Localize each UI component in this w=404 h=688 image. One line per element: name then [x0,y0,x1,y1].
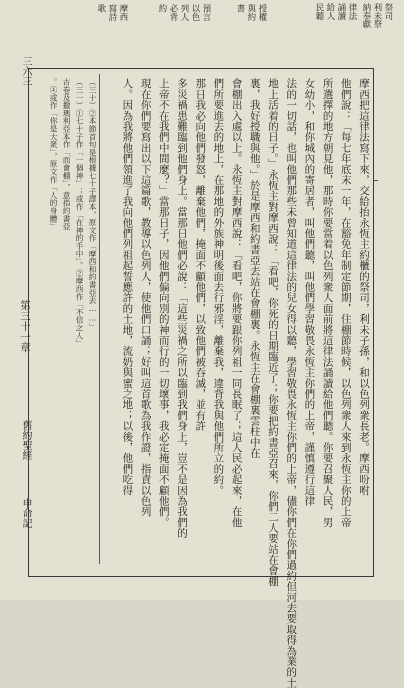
margin-note: 寫詩 [108,4,118,21]
margin-note: 給人 [326,3,336,20]
margin-note: 約 [158,4,168,13]
margin-note: 與約 [247,4,257,21]
text-column: 人。因為我將他們領進了我向他們列祖起誓應許的土地，流奶與蜜之地；以後，他們吃得 [121,78,134,496]
note-divider [99,74,100,564]
margin-note: 摩西 [119,4,129,21]
footnote-column: （三一）①七十子作「一個神」；或作「在神的手中」。②摩西作「不信之人」 [75,78,84,348]
text-column: 們所要進去的地上，在那地的外族神明後面去行邪淫，離棄我，違背我與他們所立的約。 [212,78,225,496]
margin-note: 預言 [202,4,212,21]
frame-notch [374,180,378,181]
margin-note: 祭司 [384,3,394,20]
footnote-column: （三十）②本節首句是根據七十子譯本，原文作「摩西和約書亞去……」 [88,78,97,331]
text-column: 那日我必向他們發怒，離棄他們，掩面不顧他們，以致他們被吞滅，並有許 [194,78,207,432]
text-column: 地上活着的日子。」永恆主對摩西說：「看吧，你死的日期臨近了；你要把約書亞召來，你們二人要站在會棚 [267,78,279,587]
margin-note: 授權 [258,4,268,21]
text-column: 女幼小，和你城內的寄居者，叫他們聽，叫他們學習敬畏永恆主你們的上帝，謹慎遵行這律 [303,78,316,506]
margin-note: 以色 [191,4,201,21]
text-column: 現在你們要寫出以下這篇歌，教導以色列人，使他們口誦；好叫這首歌為我作證，指責以色列 [139,78,152,517]
margin-note: 利未祭 [373,3,383,29]
footnote-column: 古卷及撒瑪利亞本作「而會棚」，意指約書亞 [62,78,71,231]
footer-page-number: 三六三 [20,56,31,86]
margin-note: 納奉獻 [362,3,372,29]
text-column: 裏，我好授職與他。」於是摩西和約書亞去站在會棚裏。永恆主在會棚裏雲柱中在 [248,78,261,458]
footer-book-title: 舊約聖經 [20,420,31,460]
margin-note: 書 [236,4,246,13]
text-column: 摩西把這律法寫下來，交給抬永恆主約櫃的祭司，利未子孫，和以色列衆長老。摩西吩咐 [358,78,370,496]
footer-chapter-book: 申命記 [20,498,31,528]
footer-chapter: 第三十一章 [19,300,31,353]
text-column: 會棚出入處以上。永恆主對摩西說：「看吧，你將要跟你列祖一同長眠了；這人民必起來，在他 [230,78,243,528]
margin-note: 必背 [169,4,179,21]
footnote-column: 。④或作「你是大衆」，原文作「人的身體」 [49,78,58,231]
text-column: 所選擇的地方朝見他，那時你要當着以色列衆人面前將這律法誦讀給他們聽。你要召聚人民，男 [321,78,334,528]
text-column: 多災禍患難臨到他們身上。當那日他們必說：「這些災禍之所以臨到我們身上，豈不是因為我們的 [176,78,188,539]
text-column: 上帝不在我們中間麼？」當那日子，因他們偏向別的神而行的一切壞事，我必定掩面不顧他們。 [157,78,170,528]
text-column: 他們說：「每七年底末一年，在豁免年制定節期，住棚節時候，以色列衆人來到永恆主你的上帝 [339,78,352,528]
margin-note: 列人 [180,4,190,21]
text-column: 法的一切話，也叫他們那些未曾知道這律法的兒女得以聽，學習敬畏永恆主你們的上帝，儘你們在你們過約但河去要取得為業的土 [285,78,298,688]
margin-note: 民聽 [315,3,325,20]
margin-note: 誦讀 [337,3,347,20]
margin-note: 歌 [97,4,107,13]
margin-note: 律法 [348,3,358,20]
